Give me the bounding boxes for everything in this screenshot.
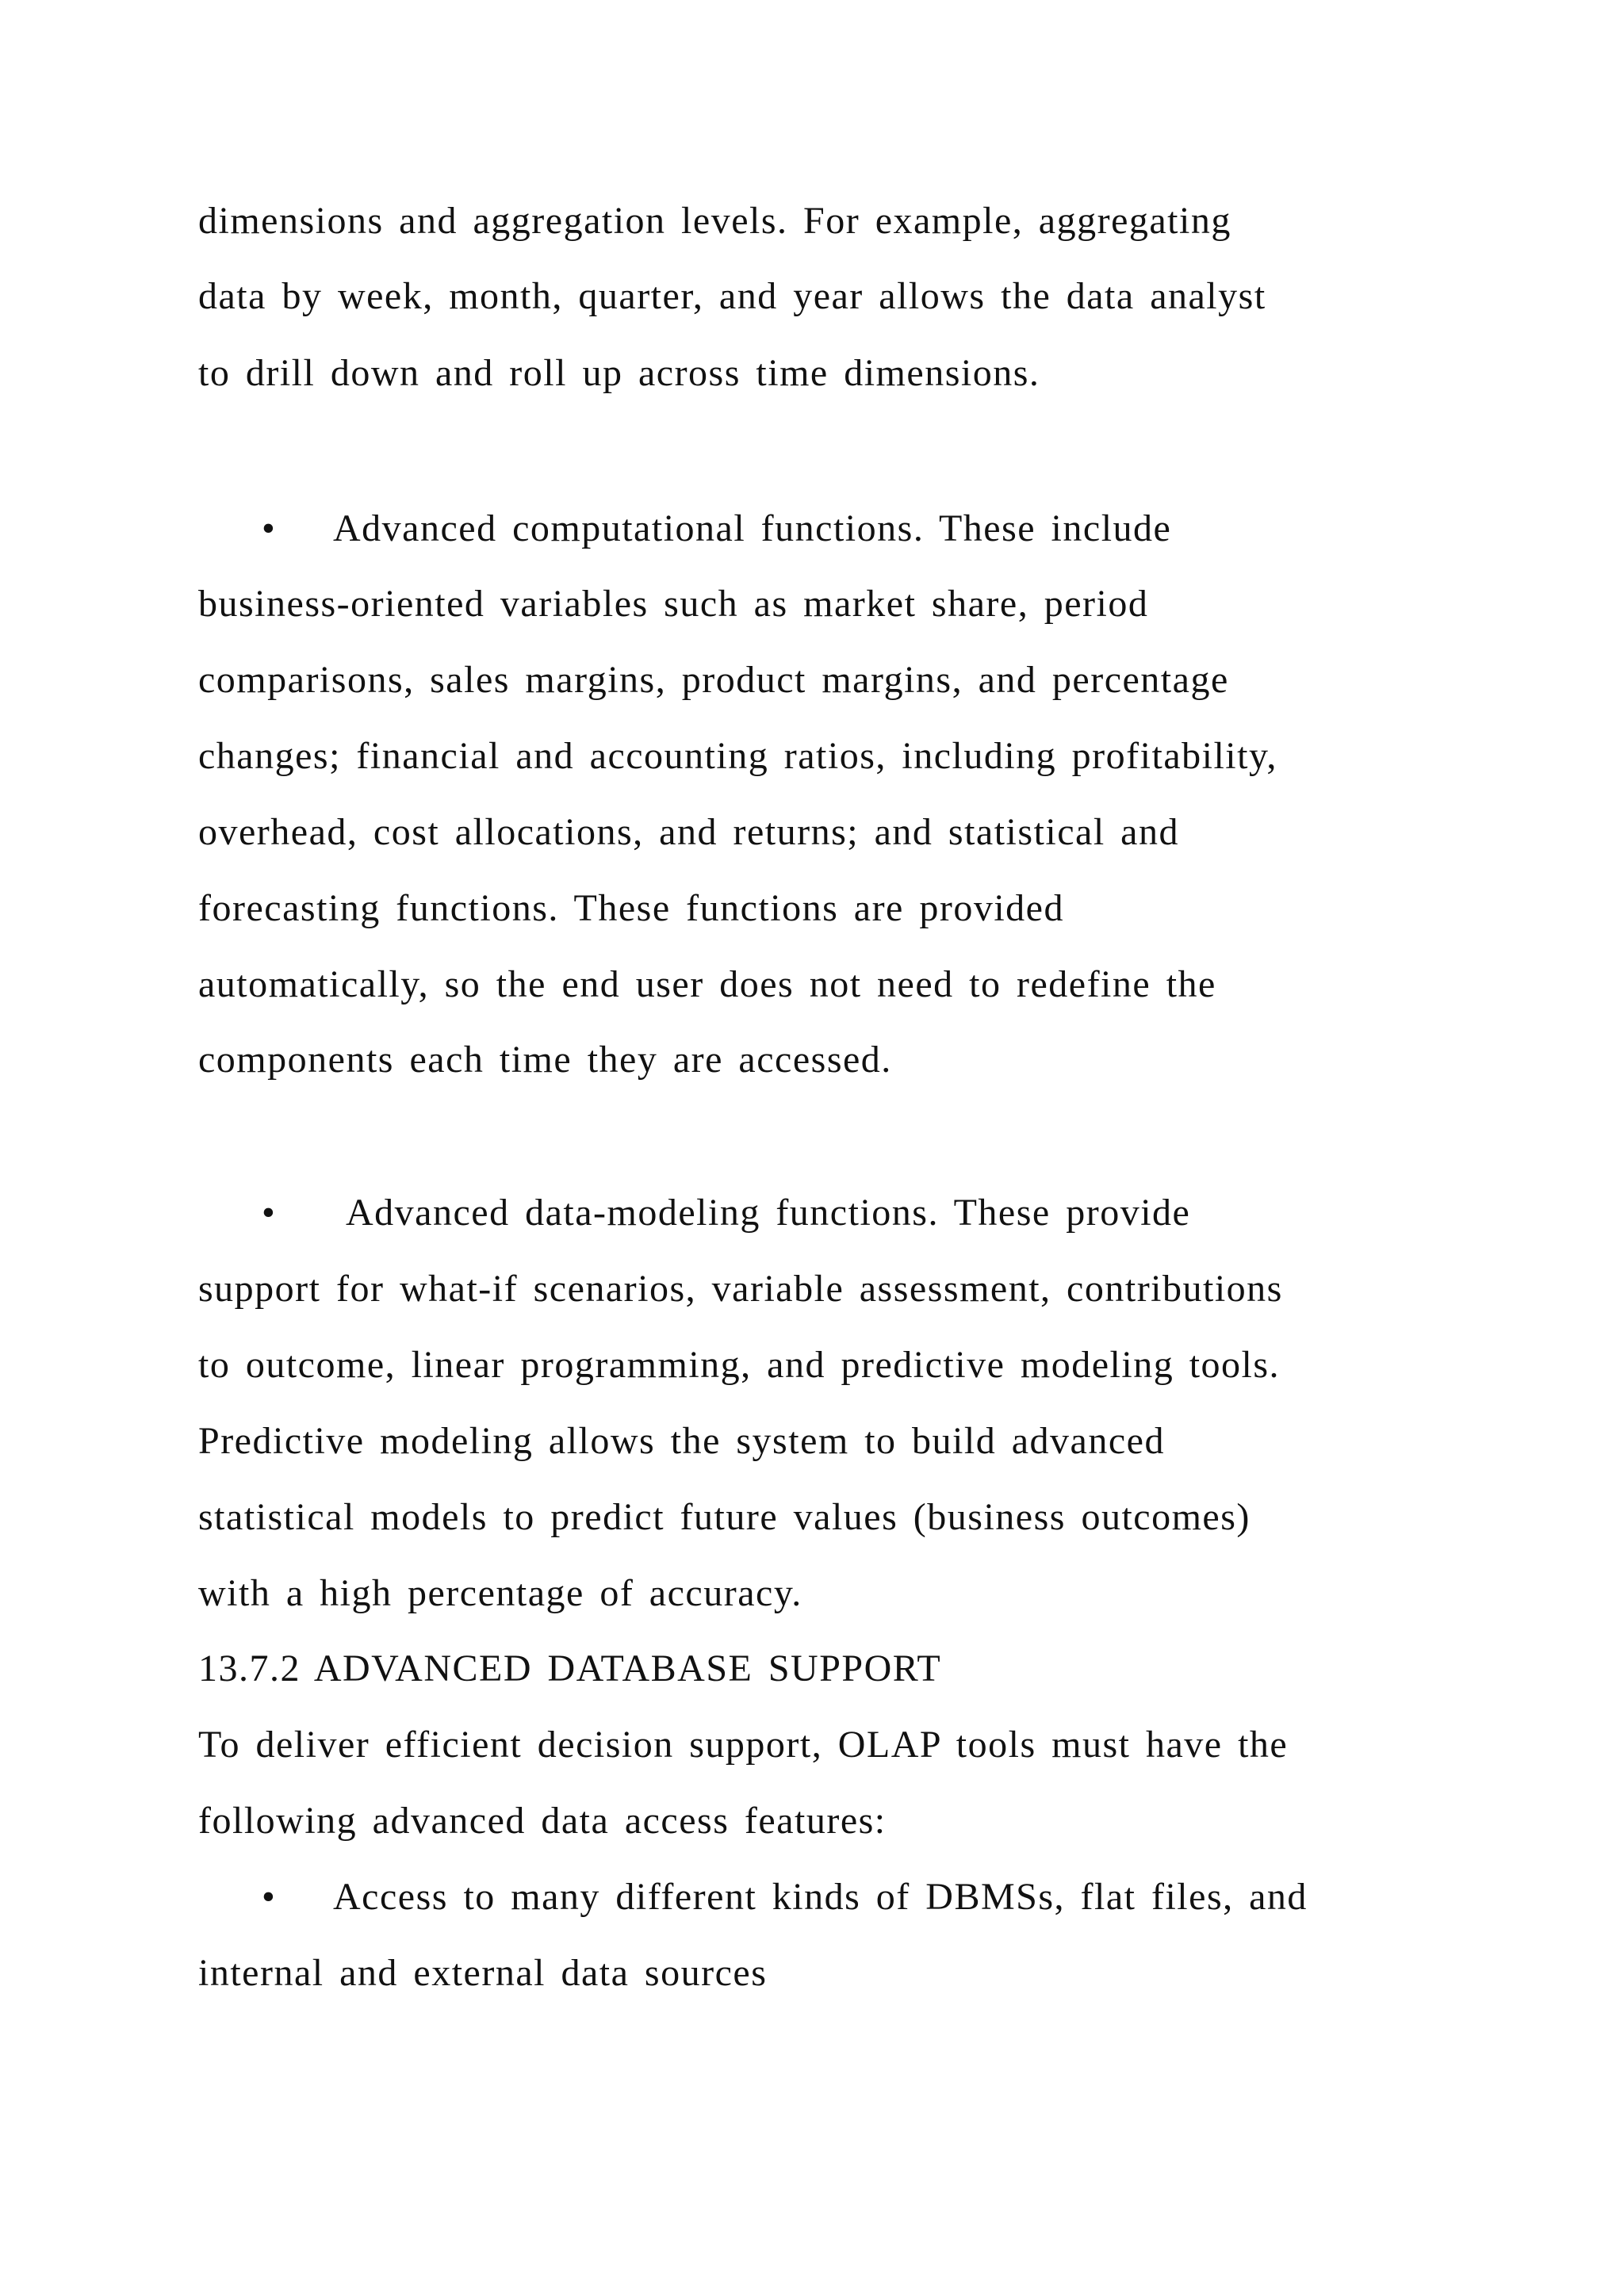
access-line-1: Access to many different kinds of DBMSs, flat files, and <box>333 1876 1308 1918</box>
modeling-line-1: Advanced data-modeling functions. These provide <box>346 1192 1191 1234</box>
computational-line-8: components each time they are accessed. <box>198 1039 892 1081</box>
section-heading: 13.7.2 ADVANCED DATABASE SUPPORT <box>198 1647 942 1689</box>
computational-line-2: business-oriented variables such as market share, period <box>198 583 1149 625</box>
access-line-2: internal and external data sources <box>198 1952 768 1994</box>
modeling-line-3: to outcome, linear programming, and predictive modeling tools. <box>198 1344 1281 1386</box>
bullet-access: • <box>262 1876 277 1918</box>
bullet-computational: • <box>262 507 277 549</box>
section-intro-line-2: following advanced data access features: <box>198 1800 887 1842</box>
computational-line-1: Advanced computational functions. These include <box>333 507 1172 549</box>
modeling-line-2: support for what-if scenarios, variable assessment, contributions <box>198 1268 1283 1310</box>
bullet-modeling: • <box>262 1192 277 1234</box>
modeling-line-6: with a high percentage of accuracy. <box>198 1572 802 1614</box>
section-intro-line-1: To deliver efficient decision support, OLAP tools must have the <box>198 1724 1289 1766</box>
computational-line-3: comparisons, sales margins, product margins, and percentage <box>198 659 1229 701</box>
modeling-line-5: statistical models to predict future values (business outcomes) <box>198 1496 1251 1538</box>
computational-line-6: forecasting functions. These functions are provided <box>198 887 1064 929</box>
intro-line-2: data by week, month, quarter, and year allows the data analyst <box>198 275 1266 317</box>
intro-line-3: to drill down and roll up across time dimensions. <box>198 352 1040 394</box>
computational-line-4: changes; financial and accounting ratios, including profitability, <box>198 735 1277 777</box>
computational-line-5: overhead, cost allocations, and returns; and statistical and <box>198 811 1179 853</box>
computational-line-7: automatically, so the end user does not need to redefine the <box>198 963 1216 1005</box>
intro-line-1: dimensions and aggregation levels. For example, aggregating <box>198 200 1231 242</box>
modeling-line-4: Predictive modeling allows the system to build advanced <box>198 1420 1165 1462</box>
